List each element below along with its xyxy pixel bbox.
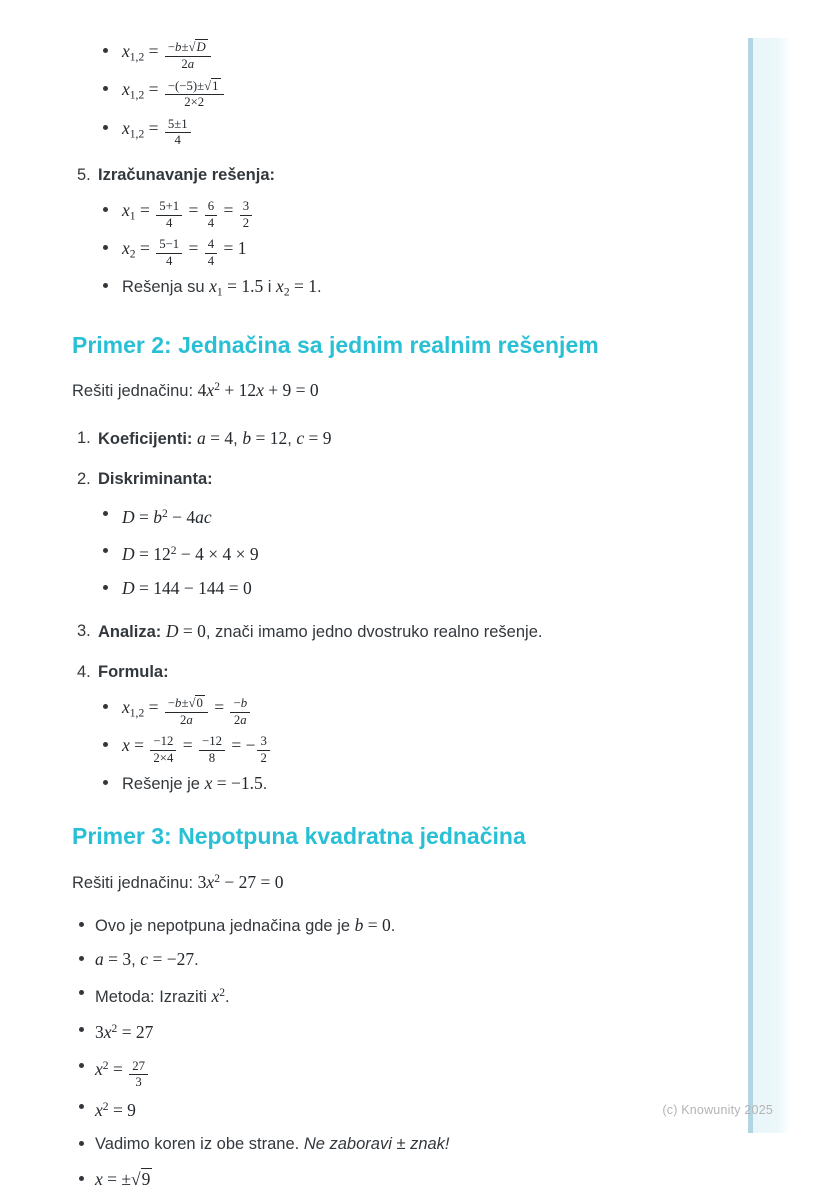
inline-math: c = 9 xyxy=(296,428,332,449)
math-variable: D xyxy=(122,506,135,527)
numbered-item xyxy=(72,164,682,186)
bold-text: Izračunavanje rešenja: xyxy=(98,165,276,184)
paragraph: Rešiti jednačinu: $3x^2 - 27 = 0$ xyxy=(72,871,284,892)
bullet-dot xyxy=(103,511,108,516)
fraction xyxy=(205,200,217,230)
inline-math: a = 3 xyxy=(95,948,132,969)
bullet-list xyxy=(72,503,682,611)
square-root xyxy=(188,695,204,710)
list-item-text xyxy=(95,1019,153,1045)
numerator: −12 xyxy=(202,734,222,749)
square-root xyxy=(188,39,207,54)
inline-math: x1,2 = $\frac{-b\pm√0}{2a}$ = $\frac{-b}{2a}$ xyxy=(122,697,252,717)
bullet-icon xyxy=(103,772,122,795)
fraction xyxy=(165,118,191,148)
inline-math: $D = b^2 - 4ac$ xyxy=(122,506,212,527)
list-item xyxy=(72,948,682,971)
bullet-dot xyxy=(79,1104,84,1109)
subscript: 1,2 xyxy=(129,127,145,140)
bullet-icon xyxy=(79,982,95,1008)
inline-math: x2 = $\frac{5-1}{4}$ = $\frac{4}{4}$ = 1 xyxy=(122,237,247,268)
list-item-text xyxy=(122,199,254,230)
subscript: 1,2 xyxy=(129,707,145,720)
numbered-item xyxy=(72,427,682,450)
math-variable: b xyxy=(153,506,163,527)
bullet-icon xyxy=(103,540,122,566)
bullet-icon xyxy=(79,1055,95,1089)
denominator: 2a xyxy=(230,712,250,727)
list-item xyxy=(72,199,682,230)
bullet-dot xyxy=(103,548,108,553)
watermark: (c) Knowunity 2025 xyxy=(662,1103,773,1117)
fraction xyxy=(165,41,211,71)
bullet-dot xyxy=(103,48,108,53)
subscript: 1 xyxy=(129,210,136,223)
square-root xyxy=(204,78,220,93)
bullet-icon xyxy=(79,914,95,937)
numerator: −(−5)±√1 xyxy=(167,78,219,93)
bullet-list xyxy=(72,914,682,1202)
math-variable: D xyxy=(196,40,206,55)
denominator: 2×4 xyxy=(150,750,176,765)
radical-sign: √ xyxy=(131,1169,141,1190)
page-margin-strip xyxy=(753,38,790,1133)
superscript: 2 xyxy=(214,873,220,885)
numerator: −b±√D xyxy=(167,40,206,55)
list-item-text xyxy=(122,577,252,600)
bullet-icon xyxy=(103,78,122,109)
math-variable: x xyxy=(95,1169,103,1190)
italic-text: Ne zaboravi ± znak! xyxy=(303,1135,450,1154)
list-item-text: Metoda: Izraziti $x^2$. xyxy=(95,985,230,1006)
math-variable: x xyxy=(206,871,215,892)
list-item-text xyxy=(122,734,272,765)
math-variable: x xyxy=(204,773,213,794)
bullet-dot xyxy=(103,207,108,212)
list-item xyxy=(72,1168,682,1191)
inline-math: $x^2 = 9$ xyxy=(95,1100,136,1121)
math-variable: D xyxy=(122,577,135,598)
math-variable: a xyxy=(186,712,193,727)
math-variable: a xyxy=(187,56,195,71)
math-variable: c xyxy=(296,428,305,449)
denominator: 3 xyxy=(129,1074,148,1089)
list-item-text xyxy=(122,503,212,529)
list-number: 2. xyxy=(77,470,91,489)
inline-math: b = 0 xyxy=(354,914,391,935)
inline-math: x1,2 = $\frac{5\pm 1}{4}$ xyxy=(122,118,193,138)
list-item xyxy=(72,540,682,566)
fraction xyxy=(156,200,182,230)
bullet-dot xyxy=(79,1141,84,1146)
radical-sign: √ xyxy=(188,696,196,711)
radicand xyxy=(195,39,207,54)
document-content xyxy=(72,36,682,1202)
numerator: 6 xyxy=(207,199,215,214)
bullet-icon xyxy=(103,117,122,148)
fraction xyxy=(129,1060,148,1090)
bullet-dot xyxy=(103,742,108,747)
inline-math: $x^2$ = $\frac{27}{3}$ xyxy=(95,1059,150,1079)
math-variable: a xyxy=(197,428,206,449)
list-item xyxy=(72,1019,682,1045)
subscript: 2 xyxy=(129,248,136,261)
bullet-icon xyxy=(103,734,122,765)
inline-math: $D = 12^2 - 4 \times 4 \times 9$ xyxy=(122,543,259,564)
inline-math: c = −27 xyxy=(140,948,195,969)
bold-text: Formula: xyxy=(98,662,169,681)
list-item xyxy=(72,914,682,937)
bullet-icon xyxy=(79,1168,95,1191)
numerator: −b xyxy=(233,696,248,711)
math-variable: x xyxy=(103,1022,112,1043)
list-item xyxy=(72,40,682,71)
superscript: 2 xyxy=(214,381,220,394)
subscript: 1 xyxy=(216,286,223,299)
bullet-dot xyxy=(103,780,108,785)
fraction xyxy=(156,238,182,268)
math-variable: x xyxy=(276,276,284,297)
numbered-item-text xyxy=(98,468,213,490)
paragraph: Rešiti jednačinu: $4x^2 + 12x + 9 = 0$ xyxy=(72,380,319,401)
bullet-icon xyxy=(103,237,122,268)
list-item-text: Rešenja su x1 = 1.5 i x2 = 1. xyxy=(122,276,322,299)
numbered-item xyxy=(72,661,682,683)
numbered-item-text: Koeficijenti: a = 4, b = 12, c = 9 xyxy=(98,428,332,449)
bullet-list xyxy=(72,40,682,155)
inline-math: x1 = 1.5 xyxy=(209,276,264,299)
fraction xyxy=(230,697,250,727)
math-variable: a xyxy=(240,712,247,727)
bullet-icon xyxy=(103,40,122,71)
bullet-icon xyxy=(79,1019,95,1045)
bullet-icon xyxy=(79,1133,95,1155)
list-item-text: Ovo je nepotpuna jednačina gde je b = 0. xyxy=(95,914,396,935)
bullet-icon xyxy=(79,948,95,971)
bold-text: Analiza: xyxy=(98,622,162,641)
denominator: 4 xyxy=(205,215,217,230)
inline-math xyxy=(211,986,225,1006)
radicand: 0 xyxy=(196,696,203,711)
math-variable: D xyxy=(165,620,179,641)
fraction xyxy=(257,735,269,765)
numerator: 5+1 xyxy=(159,199,180,214)
bullet-dot xyxy=(103,125,108,130)
math-variable: c xyxy=(140,948,149,969)
math-variable: a xyxy=(95,948,104,969)
list-item xyxy=(72,117,682,148)
list-item xyxy=(72,503,682,529)
inline-math: $3x^2 = 27$ xyxy=(95,1022,154,1043)
radicand: 1 xyxy=(212,78,219,93)
inline-math: x1,2 = $\frac{-(-5)\pm√1}{2\times 2}$ xyxy=(122,79,226,99)
numerator: −12 xyxy=(153,734,174,749)
inline-math: $3x^2 - 27 = 0$ xyxy=(197,871,284,892)
list-item xyxy=(72,982,682,1008)
denominator: 2 xyxy=(240,215,252,230)
math-variable: x xyxy=(122,199,130,220)
numbered-item xyxy=(72,468,682,490)
bullet-dot xyxy=(79,1063,84,1068)
math-variable: x xyxy=(122,79,130,100)
fraction xyxy=(165,697,208,727)
inline-math: b = 12 xyxy=(242,428,288,449)
bullet-dot xyxy=(103,245,108,250)
inline-math: x = −1.5 xyxy=(204,773,263,794)
list-item xyxy=(72,577,682,600)
denominator: 8 xyxy=(199,750,225,765)
math-variable: b xyxy=(354,914,364,935)
numerator: −b±√0 xyxy=(167,696,203,711)
math-variable: ac xyxy=(195,506,212,527)
math-variable: b xyxy=(240,696,248,711)
math-variable: b xyxy=(175,696,182,711)
superscript: 2 xyxy=(219,986,226,999)
list-item-text xyxy=(95,1055,150,1089)
math-variable: x xyxy=(122,696,130,717)
list-item xyxy=(72,696,682,727)
numerator: 3 xyxy=(260,734,267,749)
bullet-icon xyxy=(103,275,122,303)
math-variable: x xyxy=(95,1059,103,1080)
fraction xyxy=(199,735,225,765)
superscript: 2 xyxy=(111,1023,118,1036)
fraction xyxy=(205,238,217,268)
bullet-icon xyxy=(103,199,122,230)
bullet-dot xyxy=(103,283,108,288)
bullet-icon xyxy=(103,577,122,600)
inline-math: x = $\frac{-12}{2\times 4}$ = $\frac{-12}{8}$ = − $\frac{3}{2}$ xyxy=(122,735,272,755)
bullet-icon xyxy=(103,503,122,529)
numerator: 27 xyxy=(132,1058,145,1073)
inline-math: $4x^2 + 12x + 9 = 0$ xyxy=(197,380,319,401)
subscript: 1,2 xyxy=(129,51,145,64)
list-number: 1. xyxy=(77,429,91,448)
fraction xyxy=(165,80,224,110)
subscript: 1,2 xyxy=(129,89,145,102)
bullet-dot xyxy=(79,1176,84,1181)
bullet-dot xyxy=(79,1027,84,1032)
inline-math: x1 = $\frac{5+1}{4}$ = $\frac{6}{4}$ = $\frac{3}{2}$ xyxy=(122,200,254,220)
bullet-list xyxy=(72,199,682,315)
subscript: 2 xyxy=(283,286,290,299)
inline-math: a = 4 xyxy=(197,428,234,449)
numerator: 5−1 xyxy=(159,237,180,252)
bullet-dot xyxy=(103,704,108,709)
list-item-text xyxy=(95,1168,152,1191)
list-number: 3. xyxy=(77,621,91,640)
bullet-dot xyxy=(103,585,108,590)
math-variable: x xyxy=(211,985,220,1006)
list-item xyxy=(72,275,682,303)
math-variable: x xyxy=(122,117,130,138)
list-item xyxy=(72,78,682,109)
list-item-text xyxy=(95,1096,136,1122)
bullet-dot xyxy=(79,956,84,961)
math-variable: x xyxy=(209,276,217,297)
radicand: 9 xyxy=(141,1169,151,1190)
list-number: 4. xyxy=(77,662,91,681)
superscript: 2 xyxy=(102,1101,109,1114)
radical-sign: √ xyxy=(188,40,196,55)
denominator: 4 xyxy=(156,253,182,268)
numerator: 4 xyxy=(207,237,215,252)
bold-text: Diskriminanta: xyxy=(98,470,213,489)
math-variable: x xyxy=(122,735,130,755)
list-item xyxy=(72,237,682,268)
square-root xyxy=(131,1168,152,1189)
inline-math: D = 0 xyxy=(165,620,206,641)
fraction xyxy=(240,200,252,230)
list-item-text: Rešenje je x = −1.5. xyxy=(122,773,268,794)
denominator: 4 xyxy=(165,132,191,147)
inline-math: x2 = 1 xyxy=(276,276,317,299)
bullet-dot xyxy=(79,990,84,995)
denominator: 2a xyxy=(165,712,208,727)
superscript: 2 xyxy=(102,1060,109,1073)
inline-math: x1,2 = $\frac{-b\pm√D}{2a}$ xyxy=(122,41,213,61)
list-item xyxy=(72,1096,682,1122)
fraction xyxy=(150,735,176,765)
list-item-text xyxy=(122,696,252,727)
bold-text: Koeficijenti: xyxy=(98,430,193,449)
section-heading: Primer 2: Jednačina sa jednim realnim rešenjem xyxy=(72,331,599,358)
list-item xyxy=(72,734,682,765)
list-item xyxy=(72,1133,682,1155)
math-variable: b xyxy=(242,428,252,449)
denominator: 4 xyxy=(205,253,217,268)
bullet-list xyxy=(72,696,682,807)
list-item-text xyxy=(122,40,213,71)
bullet-icon xyxy=(103,696,122,727)
list-item-text xyxy=(122,540,259,566)
denominator: 2×2 xyxy=(165,94,224,109)
denominator: 2 xyxy=(257,750,269,765)
numbered-item-text: Analiza: D = 0, znači imamo jedno dvostruko realno rešenje. xyxy=(98,620,543,641)
superscript: 2 xyxy=(162,508,168,521)
bullet-dot xyxy=(79,922,84,927)
numbered-item xyxy=(72,620,682,643)
list-item xyxy=(72,1055,682,1089)
list-item-text xyxy=(122,237,247,268)
superscript: 2 xyxy=(170,544,177,557)
numbered-item-text xyxy=(98,661,169,683)
numerator: 3 xyxy=(242,199,250,214)
list-item xyxy=(72,772,682,795)
denominator: 2a xyxy=(165,56,211,71)
list-item-text xyxy=(122,117,193,148)
bullet-icon xyxy=(79,1096,95,1122)
math-variable: D xyxy=(122,543,135,564)
math-variable: x xyxy=(122,41,130,61)
list-item-text: Vadimo koren iz obe strane. Ne zaboravi ± znak! xyxy=(95,1135,450,1154)
inline-math: D = 144 − 144 = 0 xyxy=(122,577,252,598)
list-item-text: a = 3, c = −27. xyxy=(95,948,199,969)
inline-math: x = ±√9 xyxy=(95,1169,151,1190)
page-side-strip xyxy=(748,38,790,1133)
list-item-text xyxy=(122,78,226,109)
math-variable: x xyxy=(206,380,215,401)
bullet-dot xyxy=(103,86,108,91)
section-heading: Primer 3: Nepotpuna kvadratna jednačina xyxy=(72,823,526,850)
numbered-item-text xyxy=(98,164,275,186)
numerator: 5±1 xyxy=(167,116,188,131)
list-number: 5. xyxy=(77,165,91,184)
radical-sign: √ xyxy=(204,78,212,93)
math-variable: x xyxy=(256,380,264,401)
math-variable: x xyxy=(122,238,130,258)
math-variable: b xyxy=(175,40,182,55)
denominator: 4 xyxy=(156,215,182,230)
math-variable: x xyxy=(95,1100,103,1121)
